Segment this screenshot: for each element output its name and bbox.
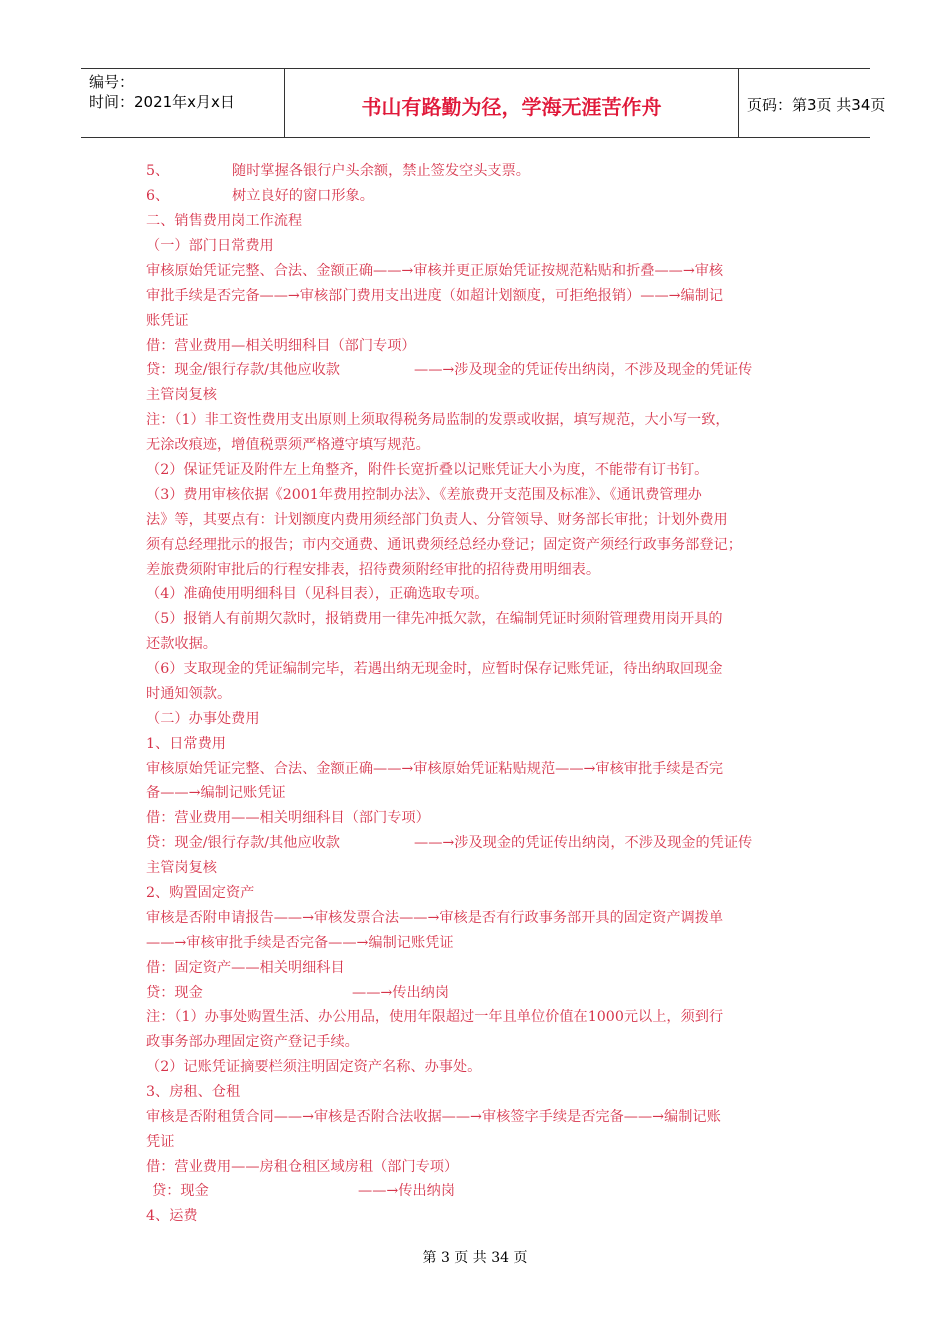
- subsection-heading: （一）部门日常费用: [146, 238, 274, 254]
- paragraph-line: 审批手续是否完备——→审核部门费用支出进度（如超计划额度，可拒绝报销）——→编制记: [146, 288, 724, 304]
- paragraph-line: （3）费用审核依据《2001年费用控制办法》、《差旅费开支范围及标准》、《通讯费管理办: [146, 487, 702, 503]
- paragraph-line: （6）支取现金的凭证编制完毕，若遇出纳无现金时，应暂时保存记账凭证，待出纳取回现金: [146, 661, 723, 677]
- paragraph-line: 贷：现金: [152, 1183, 209, 1199]
- header-left-cell: [81, 69, 285, 137]
- paragraph-line: ——→涉及现金的凭证传出纳岗，不涉及现金的凭证传: [414, 835, 753, 851]
- paragraph-line: 审核原始凭证完整、合法、金额正确——→审核并更正原始凭证按规范粘贴和折叠——→审核: [146, 263, 724, 279]
- list-item-number: 6、: [146, 188, 170, 204]
- paragraph-line: 借：营业费用—相关明细科目（部门专项）: [146, 338, 416, 354]
- paragraph-line: （5）报销人有前期欠款时，报销费用一律先冲抵欠款，在编制凭证时须附管理费用岗开具的: [146, 611, 723, 627]
- paragraph-line: 注：（1）非工资性费用支出原则上须取得税务局监制的发票或收据，填写规范，大小写一致，: [146, 412, 730, 428]
- paragraph-line: 时通知领款。: [146, 686, 232, 702]
- paragraph-line: 审核是否附申请报告——→审核发票合法——→审核是否有行政事务部开具的固定资产调拨单: [146, 910, 724, 926]
- paragraph-line: ——→审核审批手续是否完备——→编制记账凭证: [146, 935, 454, 951]
- paragraph-line: 审核是否附租赁合同——→审核是否附合法收据——→审核签字手续是否完备——→编制记账: [146, 1109, 721, 1125]
- paragraph-line: 主管岗复核: [146, 860, 217, 876]
- paragraph-line: 注：（1）办事处购置生活、办公用品，使用年限超过一年且单位价值在1000元以上，须到行: [146, 1009, 724, 1025]
- paragraph-line: 借：营业费用——房租仓租区域房租（部门专项）: [146, 1159, 459, 1175]
- subsection-heading: （二）办事处费用: [146, 711, 260, 727]
- paragraph-line: 还款收据。: [146, 636, 217, 652]
- paragraph-line: ——→传出纳岗: [358, 1183, 456, 1199]
- paragraph-line: 贷：现金/银行存款/其他应收款: [146, 835, 340, 851]
- list-item-text: 树立良好的窗口形象。: [232, 188, 374, 204]
- paragraph-line: 借：营业费用——相关明细科目（部门专项）: [146, 810, 430, 826]
- item-heading: 2、购置固定资产: [146, 885, 255, 901]
- paragraph-line: 贷：现金/银行存款/其他应收款: [146, 362, 340, 378]
- paragraph-line: 主管岗复核: [146, 387, 217, 403]
- header-motto: 书山有路勤为径，学海无涯苦作舟: [361, 95, 662, 119]
- paragraph-line: 政事务部办理固定资产登记手续。: [146, 1034, 359, 1050]
- paragraph-line: 账凭证: [146, 313, 189, 329]
- item-heading: 1、日常费用: [146, 736, 226, 752]
- paragraph-line: 须有总经理批示的报告；市内交通费、通讯费须经总经办登记；固定资产须经行政事务部登记；: [146, 537, 742, 553]
- paragraph-line: 借：固定资产——相关明细科目: [146, 960, 345, 976]
- paragraph-line: 法》等，其要点有：计划额度内费用须经部门负责人、分管领导、财务部长审批；计划外费用: [146, 512, 728, 528]
- header-motto-cell: [285, 69, 739, 137]
- document-header: [81, 68, 886, 138]
- header-page-info: 页码：第3页 共34页: [747, 96, 886, 114]
- item-heading: 3、房租、仓租: [146, 1084, 241, 1100]
- header-page-cell: [739, 69, 886, 137]
- section-heading: 二、销售费用岗工作流程: [146, 213, 303, 229]
- item-heading: 4、运费: [146, 1208, 198, 1224]
- document-date-label: 时间：2021年x月x日: [89, 93, 235, 111]
- paragraph-line: （2）保证凭证及附件左上角整齐，附件长宽折叠以记账凭证大小为度，不能带有订书钉。: [146, 462, 709, 478]
- paragraph-line: 审核原始凭证完整、合法、金额正确——→审核原始凭证粘贴规范——→审核审批手续是否完: [146, 761, 724, 777]
- paragraph-line: （2）记账凭证摘要栏须注明固定资产名称、办事处。: [146, 1059, 482, 1075]
- paragraph-line: 差旅费须附审批后的行程安排表，招待费须附经审批的招待费用明细表。: [146, 562, 601, 578]
- paragraph-line: 无涂改痕迹，增值税票须严格遵守填写规范。: [146, 437, 430, 453]
- page-footer: 第 3 页 共 34 页: [422, 1250, 528, 1266]
- paragraph-line: ——→涉及现金的凭证传出纳岗，不涉及现金的凭证传: [414, 362, 753, 378]
- paragraph-line: 备——→编制记账凭证: [146, 785, 286, 801]
- paragraph-line: 凭证: [146, 1134, 175, 1150]
- paragraph-line: 贷：现金: [146, 985, 203, 1001]
- list-item-text: 随时掌握各银行户头余额，禁止签发空头支票。: [232, 163, 530, 179]
- paragraph-line: ——→传出纳岗: [352, 985, 450, 1001]
- document-number-label: 编号：: [89, 73, 135, 91]
- paragraph-line: （4）准确使用明细科目（见科目表），正确选取专项。: [146, 586, 489, 602]
- list-item-number: 5、: [146, 163, 170, 179]
